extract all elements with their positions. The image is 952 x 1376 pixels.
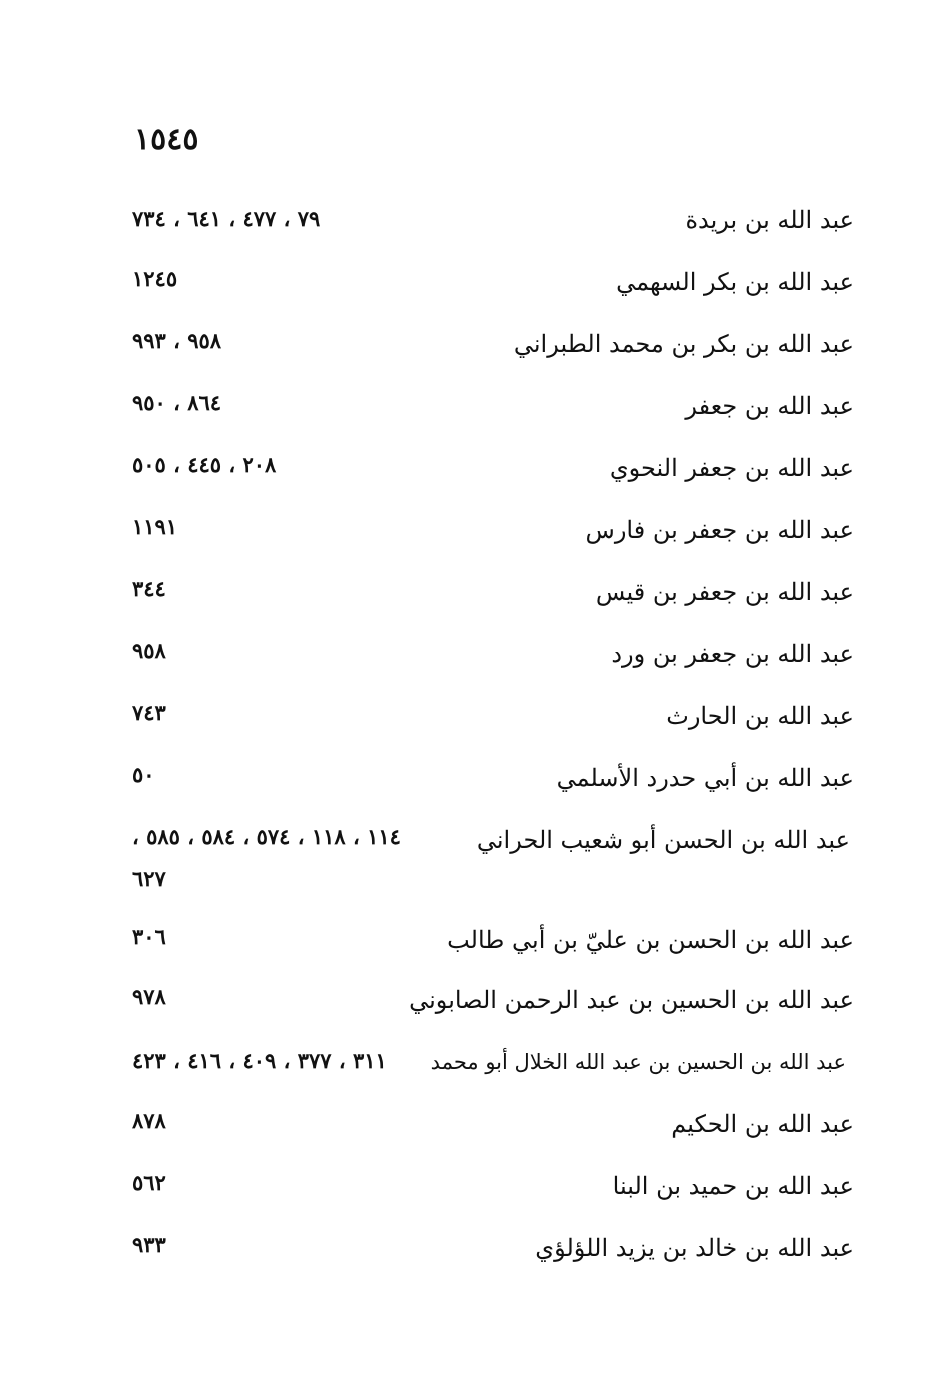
entry-pages: ٥٠ [132, 762, 155, 787]
entry-name: عبد الله بن الحسين بن عبد الله الخلال أبو محمد [430, 1050, 846, 1074]
entry-name: عبد الله بن جعفر بن قيس [595, 578, 854, 606]
entry-name: عبد الله بن بكر السهمي [616, 268, 854, 296]
entry-name: عبد الله بن الحسن بن عليّ بن أبي طالب [447, 926, 854, 954]
entry-name: عبد الله بن جعفر بن فارس [585, 516, 854, 544]
entry-name: عبد الله بن أبي حدرد الأسلمي [556, 764, 854, 792]
entry-name: عبد الله بن جعفر [685, 392, 854, 420]
entry-name: عبد الله بن الحكيم [671, 1110, 854, 1138]
entry-pages-continued: ٦٢٧ [132, 866, 166, 891]
entry-pages: ٣١١ ، ٣٧٧ ، ٤٠٩ ، ٤١٦ ، ٤٢٣ [132, 1048, 387, 1073]
entry-pages: ٧٩ ، ٤٧٧ ، ٦٤١ ، ٧٣٤ [132, 206, 321, 231]
entry-pages: ٣٠٦ [132, 924, 166, 949]
entry-name: عبد الله بن بكر بن محمد الطبراني [513, 330, 854, 358]
entry-name: عبد الله بن خالد بن يزيد اللؤلؤي [535, 1234, 854, 1262]
entry-pages: ١٢٤٥ [132, 266, 178, 291]
entry-name: عبد الله بن الحارث [666, 702, 854, 730]
entry-pages: ٩٧٨ [132, 984, 166, 1009]
entry-pages: ٥٦٢ [132, 1170, 166, 1195]
entry-name: عبد الله بن الحسن أبو شعيب الحراني [476, 826, 850, 854]
entry-pages: ٢٠٨ ، ٤٤٥ ، ٥٠٥ [132, 452, 277, 477]
entry-pages: ١١٤ ، ١١٨ ، ٥٧٤ ، ٥٨٤ ، ٥٨٥ ، [132, 824, 401, 849]
entry-name: عبد الله بن بريدة [685, 206, 854, 234]
entry-name: عبد الله بن جعفر النحوي [609, 454, 854, 482]
entry-name: عبد الله بن حميد بن البنا [612, 1172, 854, 1200]
entry-pages: ٨٦٤ ، ٩٥٠ [132, 390, 222, 415]
entry-name: عبد الله بن جعفر بن ورد [611, 640, 854, 668]
entry-pages: ١١٩١ [132, 514, 178, 539]
entry-pages: ٩٥٨ [132, 638, 166, 663]
entry-pages: ٣٤٤ [132, 576, 166, 601]
entry-pages: ٧٤٣ [132, 700, 166, 725]
page-number: ١٥٤٥ [134, 122, 199, 157]
entry-pages: ٩٥٨ ، ٩٩٣ [132, 328, 222, 353]
entry-pages: ٨٧٨ [132, 1108, 166, 1133]
entry-pages: ٩٣٣ [132, 1232, 166, 1257]
entry-name: عبد الله بن الحسين بن عبد الرحمن الصابوني [409, 986, 854, 1014]
